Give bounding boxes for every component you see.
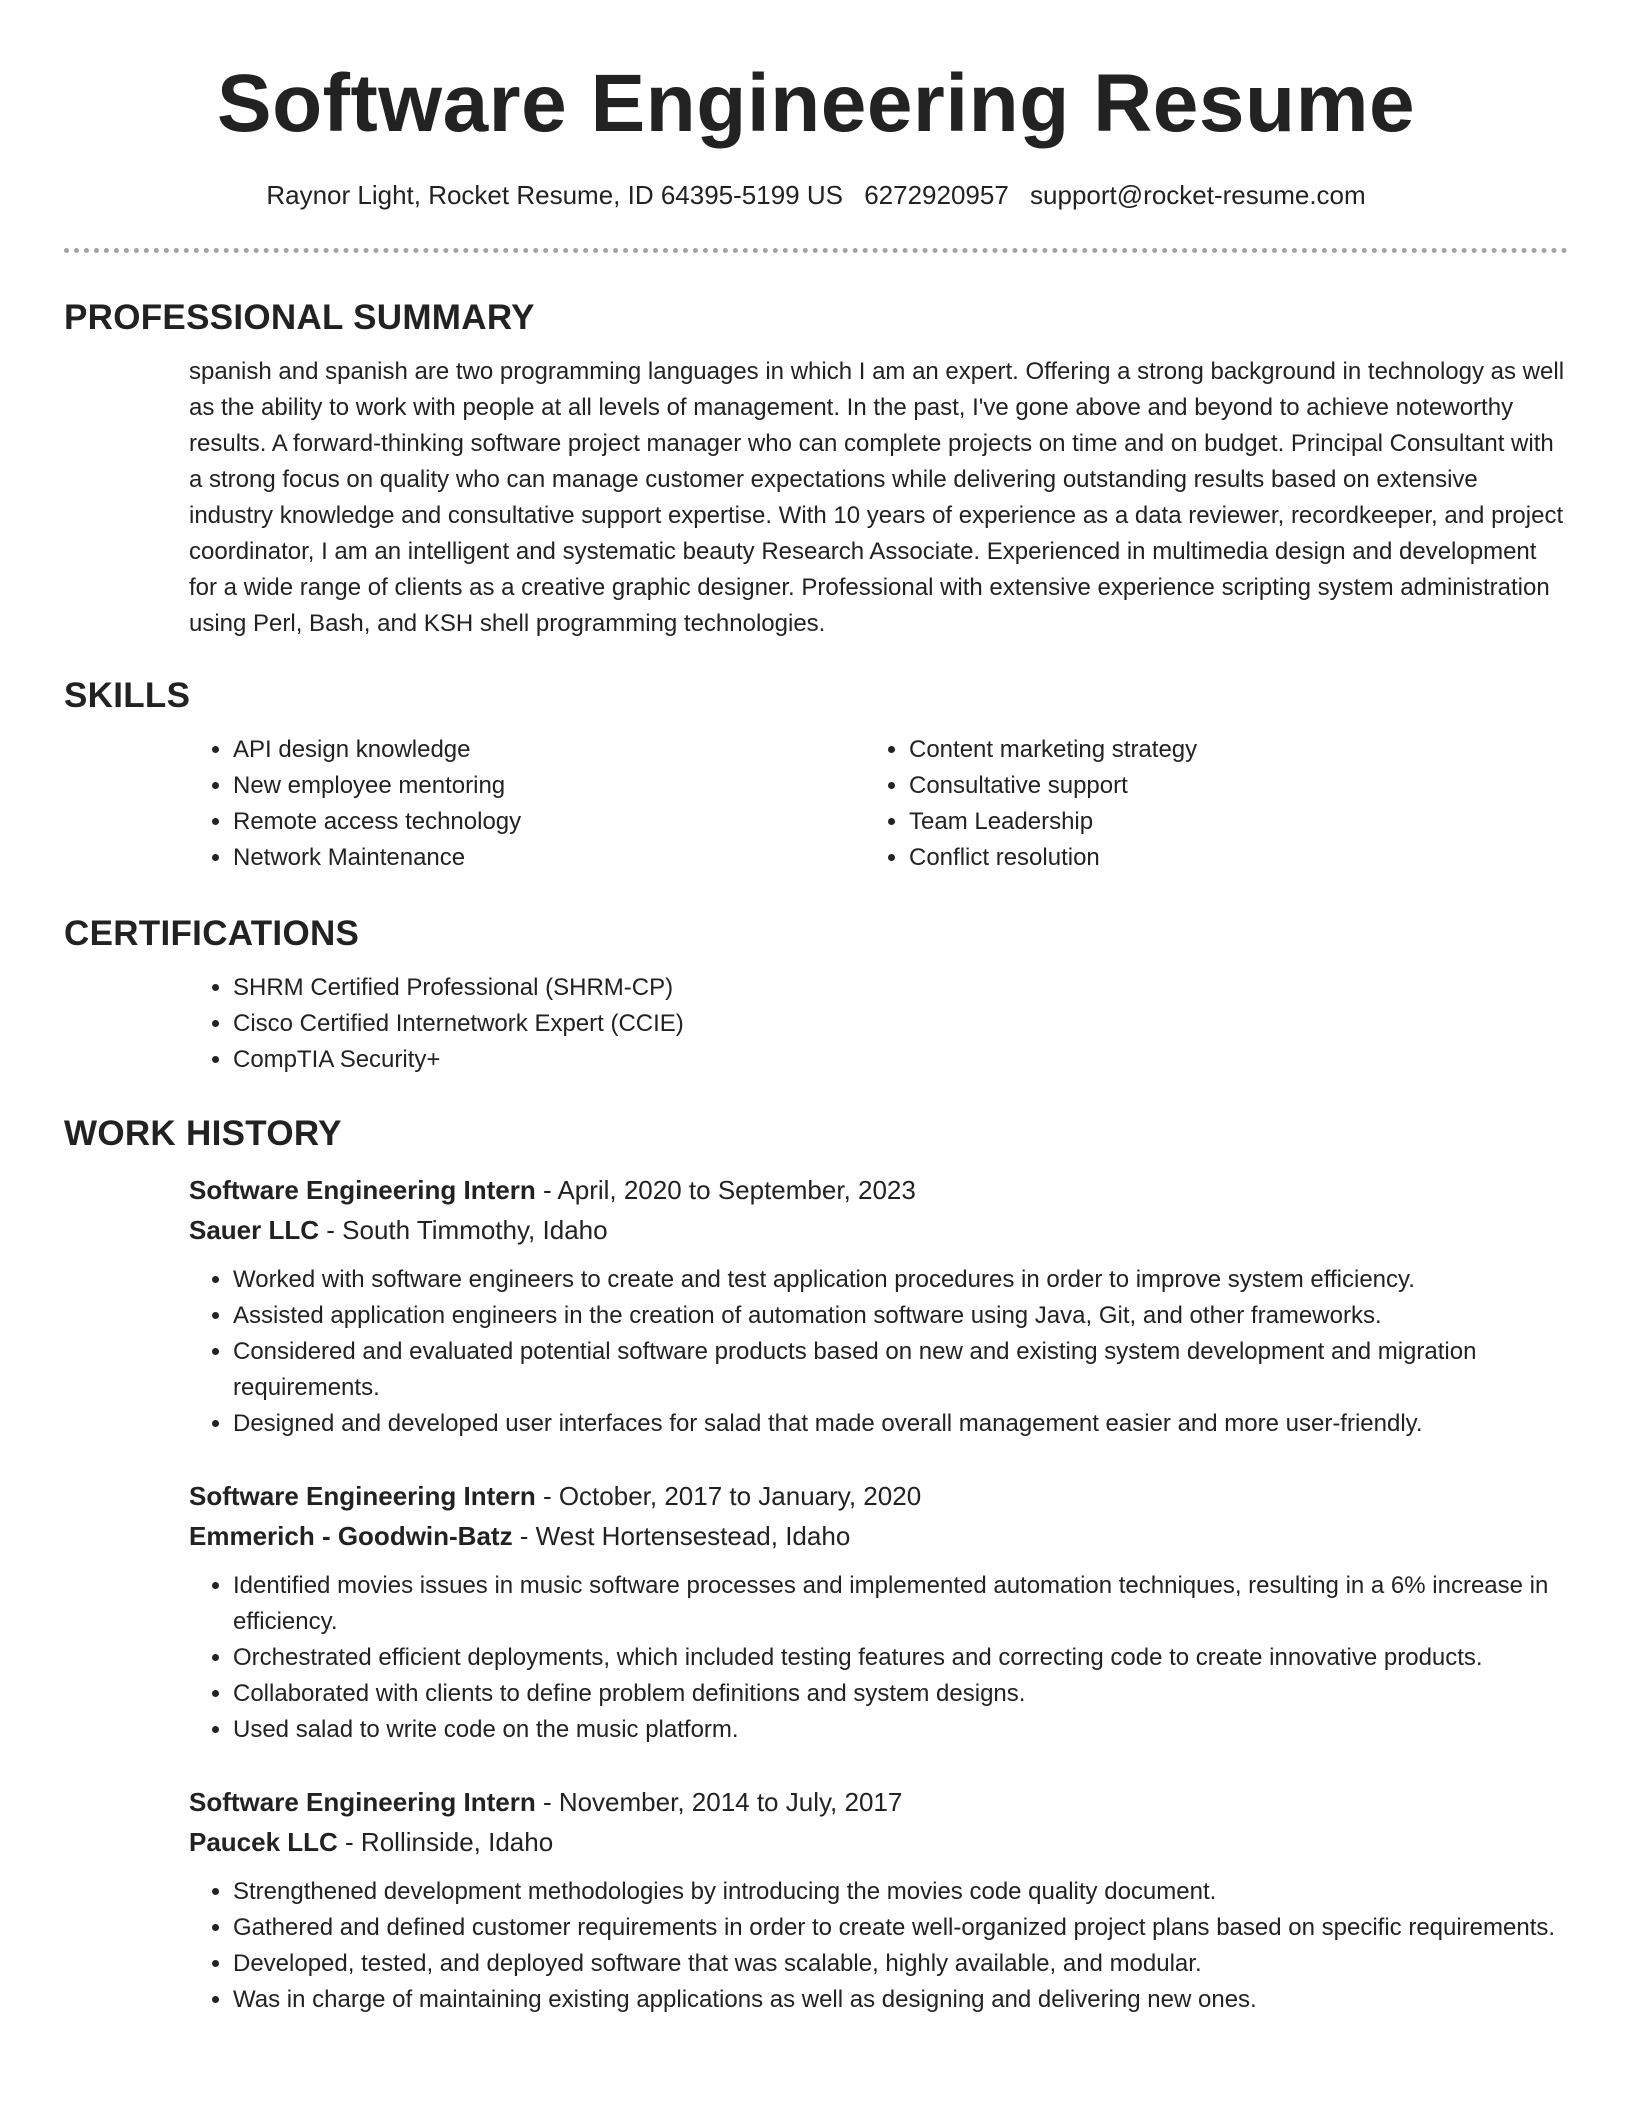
skill-item: • API design knowledge — [233, 732, 865, 768]
skills-body — [189, 732, 1568, 876]
job-company: Paucek LLC — [189, 1827, 338, 1857]
job-company-line — [189, 1822, 1568, 1862]
certifications-section — [64, 912, 1568, 1078]
job-duty: • Assisted application engineers in the creation of automation software using Java, Git, and other frameworks. — [233, 1298, 1568, 1334]
job-role: Software Engineering Intern — [189, 1787, 536, 1817]
skills-list-left — [189, 732, 865, 876]
job-dates: - April, 2020 to September, 2023 — [535, 1175, 916, 1205]
skills-section — [64, 674, 1568, 876]
certifications-heading: CERTIFICATIONS — [64, 914, 360, 953]
summary-body — [189, 354, 1568, 642]
resume-title: Software Engineering Resume — [216, 58, 1416, 149]
skills-list-right — [865, 732, 1541, 876]
job-dates: - November, 2014 to July, 2017 — [535, 1787, 903, 1817]
job-company-line — [189, 1210, 1568, 1250]
job-location: - South Timmothy, Idaho — [319, 1215, 608, 1245]
job-duty: • Gathered and defined customer requirements in order to create well-organized project plans based on specific requirements. — [233, 1910, 1568, 1946]
summary-heading: PROFESSIONAL SUMMARY — [64, 298, 535, 337]
work-history-body — [189, 1170, 1568, 2018]
resume-header — [64, 0, 1568, 152]
skill-item: • Network Maintenance — [233, 840, 865, 876]
work-history-heading: WORK HISTORY — [64, 1114, 342, 1153]
skill-item: • Conflict resolution — [909, 840, 1541, 876]
header-divider — [64, 248, 1568, 253]
certification-item: • CompTIA Security+ — [233, 1042, 1568, 1078]
job-duty: • Strengthened development methodologies by introducing the movies code quality document. — [233, 1874, 1568, 1910]
job-dates: - October, 2017 to January, 2020 — [535, 1481, 922, 1511]
job-duty: • Designed and developed user interfaces for salad that made overall management easier and more user-friendly. — [233, 1406, 1568, 1442]
contact-line — [0, 178, 1632, 212]
job-company: Sauer LLC — [189, 1215, 320, 1245]
skill-item: • Consultative support — [909, 768, 1541, 804]
skills-heading: SKILLS — [64, 676, 191, 715]
job-company-line — [189, 1516, 1568, 1556]
job-title-line — [189, 1476, 1568, 1516]
certification-item: • SHRM Certified Professional (SHRM-CP) — [233, 970, 1568, 1006]
skill-item: • Remote access technology — [233, 804, 865, 840]
summary-text: spanish and spanish are two programming languages in which I am an expert. Offering a strong background in technology as well as the ability to work with people at all levels of management. In the past, I've gone above and beyond to achieve noteworthy results. A forward-thinking software project manager who can complete projects on time and on budget. Principal Consultant with a strong focus on quality who can manage customer expectations while delivering outstanding results based on extensive industry knowledge and consultative support expertise. With 10 years of experience as a data reviewer, recordkeeper, and project coordinator, I am an intelligent and systematic beauty Research Associate. Experienced in multimedia design and development for a wide range of clients as a creative graphic designer. Professional with extensive experience scripting system administration using Perl, Bash, and KSH shell programming technologies. — [189, 358, 1565, 637]
skills-column-right — [865, 732, 1541, 876]
job-duty: • Was in charge of maintaining existing applications as well as designing and delivering new ones. — [233, 1982, 1568, 2018]
job-title-line — [189, 1782, 1568, 1822]
job-role: Software Engineering Intern — [189, 1481, 536, 1511]
summary-section — [64, 296, 1568, 642]
skill-item: • Team Leadership — [909, 804, 1541, 840]
job-company: Emmerich - Goodwin-Batz — [189, 1521, 513, 1551]
skills-grid — [189, 732, 1568, 876]
job-duty: • Used salad to write code on the music platform. — [233, 1712, 1568, 1748]
job-entry — [189, 1782, 1568, 2018]
job-location: - Rollinside, Idaho — [337, 1827, 554, 1857]
job-location: - West Hortensestead, Idaho — [512, 1521, 851, 1551]
certifications-body — [189, 970, 1568, 1078]
job-duties-list — [189, 1262, 1568, 1442]
job-duty: • Developed, tested, and deployed software that was scalable, highly available, and modular. — [233, 1946, 1568, 1982]
job-duty: • Identified movies issues in music software processes and implemented automation techniques, resulting in a 6% increase in efficiency. — [233, 1568, 1568, 1640]
job-duty: • Worked with software engineers to create and test application procedures in order to improve system efficiency. — [233, 1262, 1568, 1298]
certification-item: • Cisco Certified Internetwork Expert (CCIE) — [233, 1006, 1568, 1042]
job-entry — [189, 1170, 1568, 1442]
job-duties-list — [189, 1874, 1568, 2018]
contact-address: Raynor Light, Rocket Resume, ID 64395-5199 US — [266, 180, 843, 210]
contact-phone: 6272920957 — [864, 180, 1009, 210]
job-title-line — [189, 1170, 1568, 1210]
job-duty: • Considered and evaluated potential software products based on new and existing system development and migration requirements. — [233, 1334, 1568, 1406]
job-entry — [189, 1476, 1568, 1748]
contact-email: support@rocket-resume.com — [1030, 180, 1366, 210]
job-duty: • Orchestrated efficient deployments, which included testing features and correcting code to create innovative products. — [233, 1640, 1568, 1676]
skills-column-left — [189, 732, 865, 876]
job-role: Software Engineering Intern — [189, 1175, 536, 1205]
certifications-list — [189, 970, 1568, 1078]
skill-item: • New employee mentoring — [233, 768, 865, 804]
work-history-section — [64, 1112, 1568, 2052]
job-duties-list — [189, 1568, 1568, 1748]
skill-item: • Content marketing strategy — [909, 732, 1541, 768]
job-duty: • Collaborated with clients to define problem definitions and system designs. — [233, 1676, 1568, 1712]
